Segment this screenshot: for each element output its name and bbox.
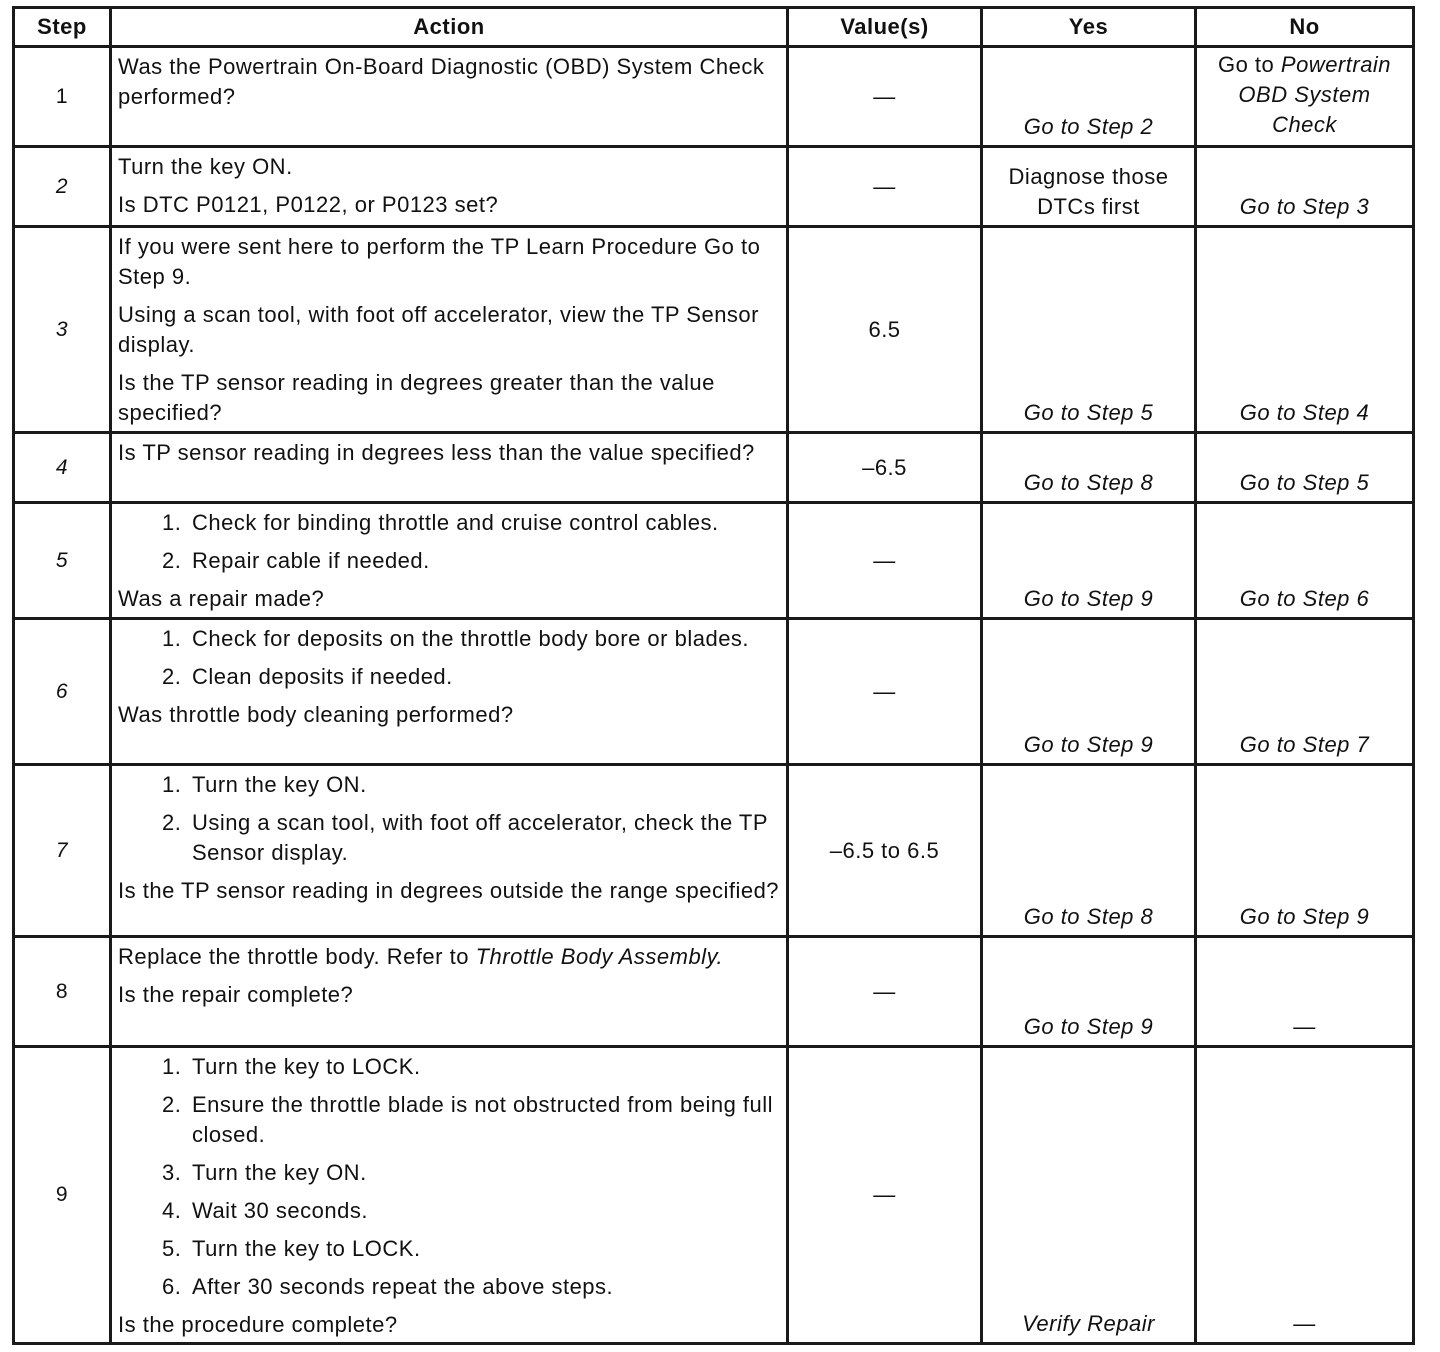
table-row — [14, 937, 1414, 1047]
no-cell: Go to Step 7 — [1196, 619, 1414, 765]
header-step: Step — [14, 8, 111, 47]
action-cell — [111, 433, 788, 503]
no-reference: Powertrain OBD System Check — [1238, 52, 1392, 137]
step-number: 4 — [14, 433, 111, 503]
action-cell — [111, 765, 788, 937]
step-number: 3 — [14, 227, 111, 433]
list-item: 5. Turn the key to LOCK. — [188, 1234, 780, 1264]
list-item: 1. Turn the key ON. — [188, 770, 780, 800]
no-cell: — — [1196, 1047, 1414, 1344]
action-reference: Throttle Body Assembly — [475, 944, 717, 969]
yes-cell: Go to Step 8 — [982, 765, 1196, 937]
no-cell: Go to Step 6 — [1196, 503, 1414, 619]
yes-cell: Go to Step 2 — [982, 47, 1196, 147]
table-row — [14, 227, 1414, 433]
yes-cell: Go to Step 9 — [982, 503, 1196, 619]
list-item: 4. Wait 30 seconds. — [188, 1196, 780, 1226]
step-number: 5 — [14, 503, 111, 619]
list-item: 1. Turn the key to LOCK. — [188, 1052, 780, 1082]
yes-cell: Go to Step 5 — [982, 227, 1196, 433]
yes-cell: Go to Step 9 — [982, 619, 1196, 765]
list-item: 2. Using a scan tool, with foot off accelerator, check the TP Sensor display. — [188, 808, 780, 868]
action-question: Was a repair made? — [118, 586, 325, 611]
list-item: 2. Repair cable if needed. — [188, 546, 780, 576]
action-text: Using a scan tool, with foot off accelerator, view the TP Sensor display. — [118, 302, 759, 357]
step-number: 7 — [14, 765, 111, 937]
table-row — [14, 765, 1414, 937]
action-list — [118, 508, 780, 576]
no-prefix: Go to — [1217, 52, 1275, 77]
action-cell — [111, 1047, 788, 1344]
no-cell: Go to Step 4 — [1196, 227, 1414, 433]
action-list — [118, 624, 780, 692]
no-cell: Go to Step 5 — [1196, 433, 1414, 503]
yes-cell: Go to Step 8 — [982, 433, 1196, 503]
table-row — [14, 147, 1414, 227]
action-question: Is DTC P0121, P0122, or P0123 set? — [118, 192, 499, 217]
header-values: Value(s) — [788, 8, 982, 47]
table-header — [14, 8, 1414, 47]
action-prefix: Replace the throttle body. Refer to — [118, 944, 469, 969]
action-text: Turn the key ON. — [118, 154, 293, 179]
step-number: 2 — [14, 147, 111, 227]
action-suffix: . — [716, 944, 724, 969]
step-number: 9 — [14, 1047, 111, 1344]
action-cell — [111, 227, 788, 433]
header-action: Action — [111, 8, 788, 47]
action-question: Is TP sensor reading in degrees less than the value specified? — [118, 440, 755, 465]
value-cell: — — [788, 1047, 982, 1344]
diagnostic-table-page — [12, 6, 1412, 1345]
yes-cell: Diagnose those DTCs first — [982, 147, 1196, 227]
list-item: 6. After 30 seconds repeat the above steps. — [188, 1272, 780, 1302]
table-row — [14, 433, 1414, 503]
action-cell — [111, 503, 788, 619]
header-yes: Yes — [982, 8, 1196, 47]
value-cell: — — [788, 147, 982, 227]
no-cell: Go to Step 3 — [1196, 147, 1414, 227]
yes-cell: Go to Step 9 — [982, 937, 1196, 1047]
value-cell: –6.5 — [788, 433, 982, 503]
action-text: If you were sent here to perform the TP Learn Procedure Go to Step 9. — [118, 234, 761, 289]
action-question: Is the repair complete? — [118, 982, 354, 1007]
value-cell: — — [788, 619, 982, 765]
action-question: Is the TP sensor reading in degrees greater than the value specified? — [118, 370, 715, 425]
step-number: 1 — [14, 47, 111, 147]
no-cell: Go to Step 9 — [1196, 765, 1414, 937]
no-cell: — — [1196, 937, 1414, 1047]
action-cell — [111, 619, 788, 765]
header-row — [14, 8, 1414, 47]
action-text: Was the Powertrain On-Board Diagnostic (OBD) System Check performed? — [118, 54, 765, 109]
list-item: 2. Clean deposits if needed. — [188, 662, 780, 692]
table-row — [14, 47, 1414, 147]
action-question: Is the TP sensor reading in degrees outside the range specified? — [118, 878, 780, 903]
action-question: Is the procedure complete? — [118, 1312, 398, 1337]
header-no: No — [1196, 8, 1414, 47]
no-cell — [1196, 47, 1414, 147]
diagnostic-table — [12, 6, 1415, 1345]
step-number: 8 — [14, 937, 111, 1047]
yes-cell: Verify Repair — [982, 1047, 1196, 1344]
list-item: 2. Ensure the throttle blade is not obstructed from being full closed. — [188, 1090, 780, 1150]
action-list — [118, 770, 780, 868]
list-item: 1. Check for deposits on the throttle body bore or blades. — [188, 624, 780, 654]
value-cell: –6.5 to 6.5 — [788, 765, 982, 937]
list-item: 3. Turn the key ON. — [188, 1158, 780, 1188]
table-row — [14, 619, 1414, 765]
step-number: 6 — [14, 619, 111, 765]
action-question: Was throttle body cleaning performed? — [118, 702, 514, 727]
value-cell: — — [788, 937, 982, 1047]
action-text — [118, 942, 780, 972]
value-cell: — — [788, 47, 982, 147]
table-body — [14, 47, 1414, 1344]
value-cell: — — [788, 503, 982, 619]
action-cell — [111, 937, 788, 1047]
value-cell: 6.5 — [788, 227, 982, 433]
table-row — [14, 1047, 1414, 1344]
action-cell — [111, 147, 788, 227]
action-cell — [111, 47, 788, 147]
list-item: 1. Check for binding throttle and cruise control cables. — [188, 508, 780, 538]
table-row — [14, 503, 1414, 619]
action-list — [118, 1052, 780, 1302]
